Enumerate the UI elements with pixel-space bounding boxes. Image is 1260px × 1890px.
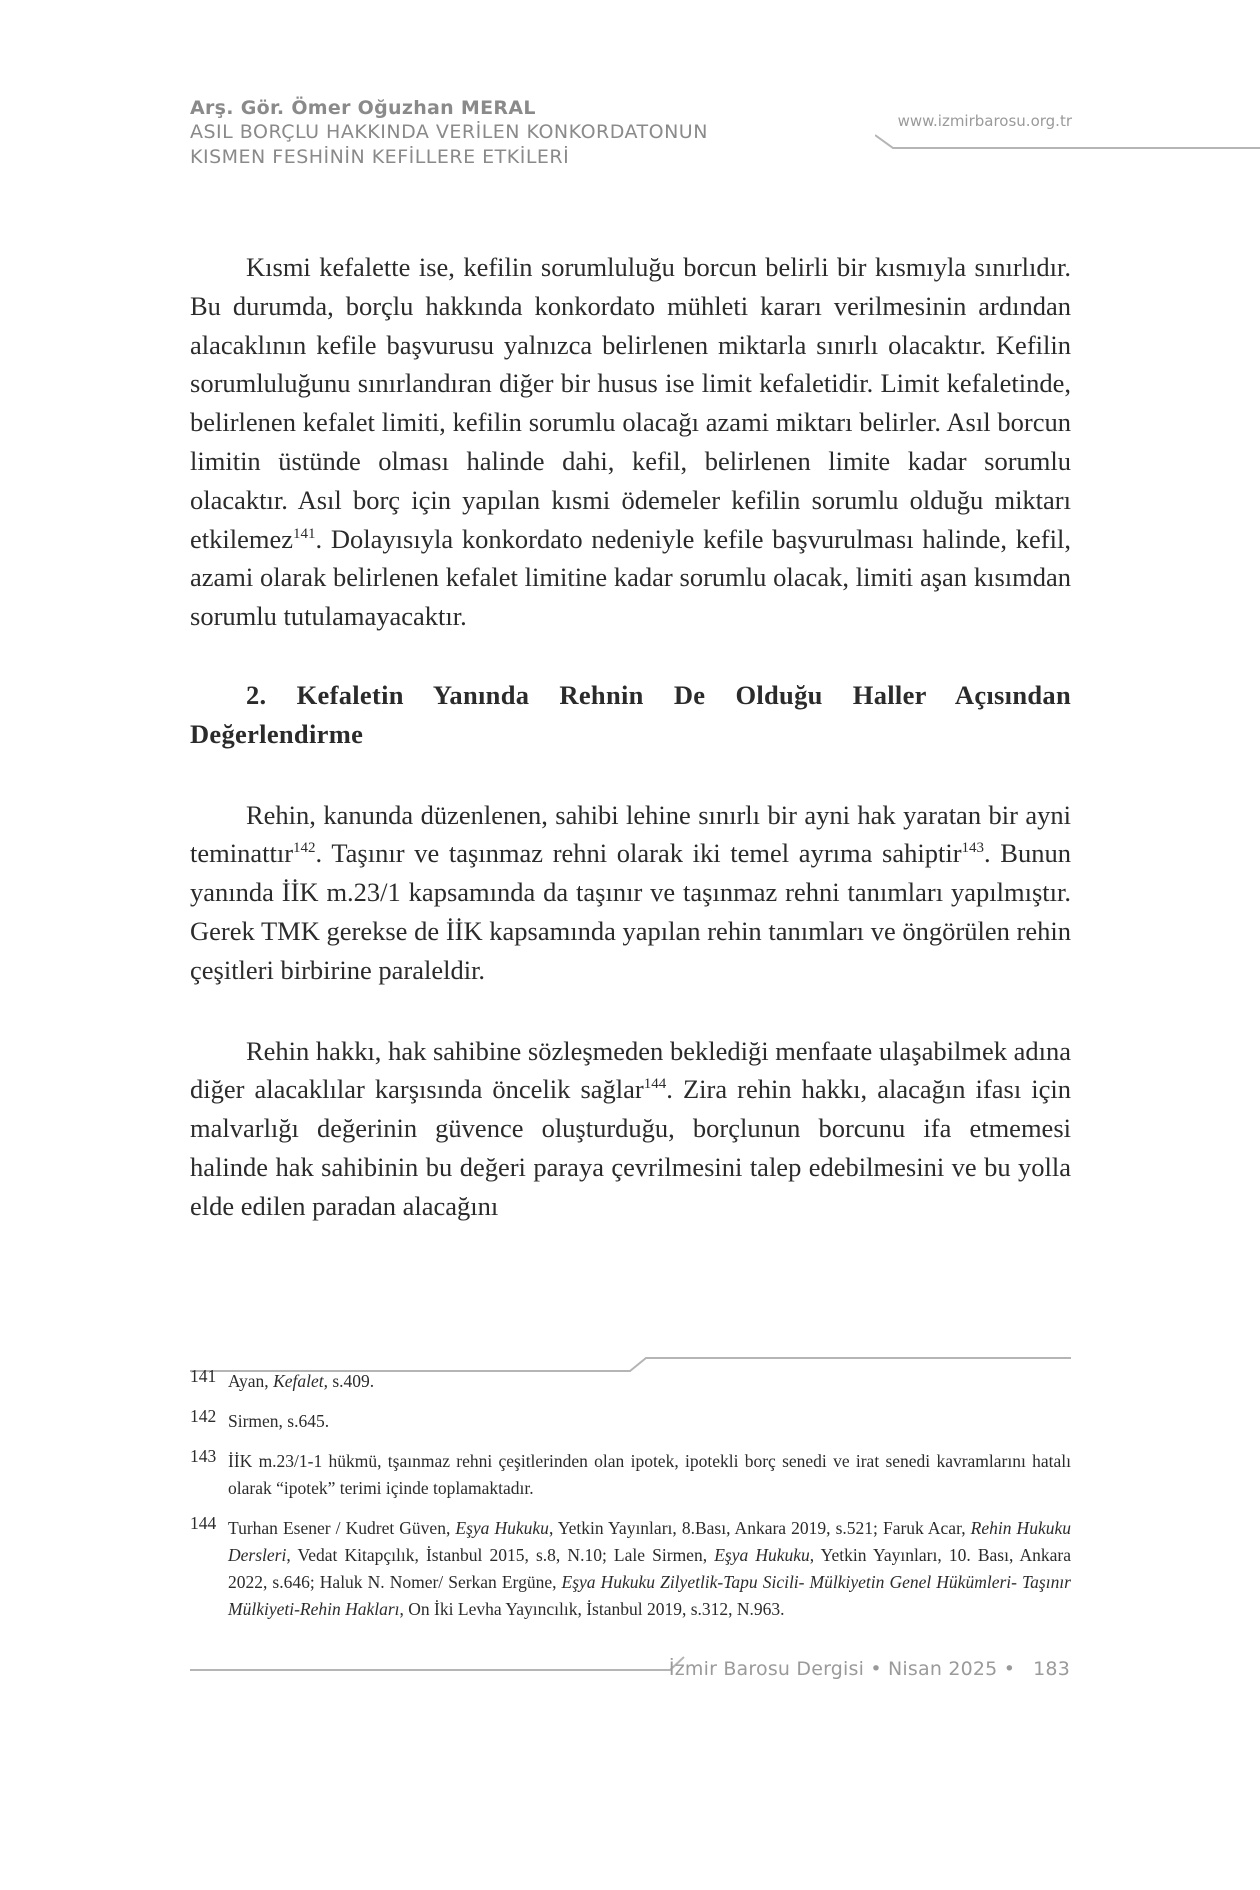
journal-name: İzmir Barosu Dergisi • Nisan 2025 • bbox=[668, 1658, 1016, 1680]
footnote-141: 141 Ayan, Kefalet, s.409. bbox=[190, 1368, 1071, 1395]
page-footer bbox=[669, 1658, 1070, 1680]
footnote-number: 141 bbox=[190, 1366, 217, 1386]
footnote-ref-142[interactable]: 142 bbox=[293, 840, 316, 857]
paragraph-1: Kısmi kefalette ise, kefilin sorumluluğu borcun belirli bir kısmıyla sınırlıdır. Bu durumda, borçlu hakkında konkordato mühleti kararı verilmesinin ardından alacaklının kefile başvurusu yalnızca belirlenen miktarla sınırlı olacaktır. Kefilin sorumluluğunu sınırlandıran diğer bir husus ise limit kefaletidir. Limit kefaletinde, belirlenen kefalet limiti, kefilin sorumlu olacağı azami miktarı belirler. Asıl borcun limitin üstünde olması halinde dahi, kefil, belirlenen limite kadar sorumlu olacaktır. Asıl borç için yapılan kısmi ödemeler kefilin sorumlu olduğu miktarı etkilemez$^{141}$. Dolayısıyla konkordato nedeniyle kefile başvurulması halinde, kefil, azami olarak belirlenen kefalet limitine kadar sorumlu olacak, limiti aşan kısımdan sorumlu tutulamayacaktır. bbox=[190, 252, 1071, 632]
footnote-ref-141[interactable]: 141 bbox=[293, 525, 316, 542]
page-header bbox=[190, 96, 1090, 186]
article-title-line-1: ASIL BORÇLU HAKKINDA VERİLEN KONKORDATONUN bbox=[190, 121, 708, 143]
website-url[interactable]: www.izmirbarosu.org.tr bbox=[897, 112, 1072, 130]
footnote-142: 142 Sirmen, s.645. bbox=[190, 1408, 1071, 1435]
footer-rule bbox=[190, 1656, 690, 1672]
footnotes bbox=[190, 1368, 1071, 1636]
footnote-number: 143 bbox=[190, 1446, 217, 1466]
footnote-143: 143 İİK m.23/1-1 hükmü, tşaınmaz rehni çeşitlerinden olan ipotek, ipotekli borç senedi ve irat senedi kavramlarını hatalı olarak “ipotek” terimi içinde toplamaktadır. bbox=[190, 1448, 1071, 1502]
article-title-line-2: KISMEN FESHİNİN KEFİLLERE ETKİLERİ bbox=[190, 146, 570, 168]
main-text bbox=[190, 248, 1071, 1226]
paragraph-3: Rehin hakkı, hak sahibine sözleşmeden beklediği menfaate ulaşabilmek adına diğer alacaklılar karşısında öncelik sağlar$^{144}$. Zira rehin hakkı, alacağın ifası için malvarlığı değerinin güvence oluşturduğu, borçlunun borcunu ifa etmemesi halinde hak sahibinin bu değeri paraya çevrilmesini talep edebilmesini ve bu yolla elde edilen paradan alacağını bbox=[190, 1035, 1071, 1221]
author-name: Arş. Gör. Ömer Oğuzhan MERAL bbox=[190, 97, 536, 119]
footnote-number: 144 bbox=[190, 1513, 217, 1533]
header-rule bbox=[875, 134, 1260, 150]
footnote-number: 142 bbox=[190, 1406, 217, 1426]
section-heading: 2. Kefaletin Yanında Rehnin De Olduğu Haller Açısından Değerlendirme bbox=[190, 679, 1071, 749]
paragraph-2: Rehin, kanunda düzenlenen, sahibi lehine sınırlı bir ayni hak yaratan bir ayni teminattır$^{142}$. Taşınır ve taşınmaz rehni olarak iki temel ayrıma sahiptir$^{143}$. Bunun yanında İİK m.23/1 kapsamında da taşınır ve taşınmaz rehni tanımları yapılmıştır. Gerek TMK gerekse de İİK kapsamında yapılan rehin tanımları ve öngörülen rehin çeşitleri birbirine paraleldir. bbox=[190, 799, 1071, 985]
page-number: 183 bbox=[1033, 1658, 1070, 1680]
footnote-144: 144 Turhan Esener / Kudret Güven, Eşya Hukuku, Yetkin Yayınları, 8.Bası, Ankara 2019, s.521; Faruk Acar, Rehin Hukuku Dersleri, Vedat Kitapçılık, İstanbul 2015, s.8, N.10; Lale Sirmen, Eşya Hukuku, Yetkin Yayınları, 10. Bası, Ankara 2022, s.646; Haluk N. Nomer/ Serkan Ergüne, Eşya Hukuku Zilyetlik-Tapu Sicili- Mülkiyetin Genel Hükümleri- Taşınır Mülkiyeti-Rehin Hakları, On İki Levha Yayıncılık, İstanbul 2019, s.312, N.963. bbox=[190, 1515, 1071, 1623]
footnote-ref-143[interactable]: 143 bbox=[961, 840, 985, 857]
footnote-ref-144[interactable]: 144 bbox=[643, 1076, 667, 1093]
